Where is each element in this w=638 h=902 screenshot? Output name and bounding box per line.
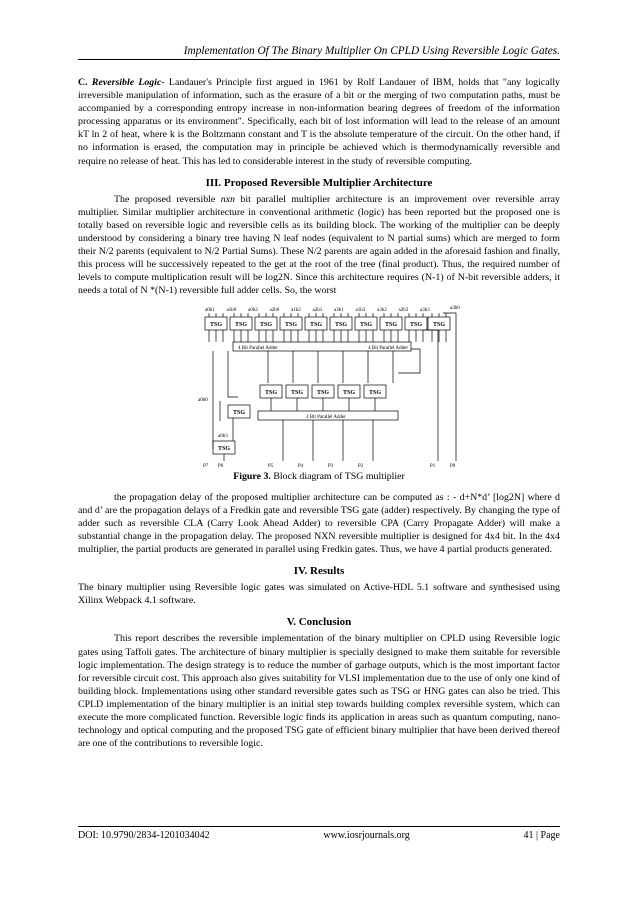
- tsg-gate-row1-4: [280, 317, 302, 330]
- section-3-paragraph-2: the propagation delay of the proposed multiplier architecture can be computed as : - d+N*d’ [log2N] where d and d’ are the propagation delays of a Fredkin gate and reversible TSG gate (adder) respectively. By changing the type of adder such as reversible CLA (Carry Look Ahead Adder) to reversible CPA (Carry Propagate Adder) will make a substantial change in the propagation delay. The proposed NXN reversible multiplier is designed for 4x4 bit. In the 4x4 multiplier, the partial products are generated in parallel using Fredkin gates. Thus, we have 4 partial products generated.: [78, 491, 560, 555]
- output-label-P0: P0: [450, 463, 456, 468]
- output-label-P4: P4: [298, 463, 304, 468]
- section-3-text-b: bit parallel multiplier architecture is an improvement over reversible array multiplier. Similar multiplier architecture in conventional arithmetic (logic) has been reported but the proposed one is totally based on reversible logic and reversible cells as its building block. The working of the multiplier can be deeply understood by considering a binary tree having N leaf nodes (equivalent to N partial sums) which are merged to form their N/2 parents (equivalent to N/2 Partial Sums). These N/2 parents are again added in the aforesaid fashion and finally, this process will be successively repeated to the get at the root of the tree (final product). Thus, the required number of levels to compute multiplication result will be log2N. Since this architecture requires (N-1) of N-bit reversible adders, it needs a total of N *(N-1) reversible full adder cells. So, the worst: [78, 193, 560, 297]
- adder-label-2: 4 Bit Parallel Adder: [368, 345, 408, 351]
- svg-text:TSG: TSG: [284, 321, 298, 328]
- side-label-a0b0: a0b0: [198, 397, 208, 403]
- section-3-heading: III. Proposed Reversible Multiplier Architecture: [205, 176, 433, 189]
- input-label-a2b1: a2b1: [312, 307, 323, 313]
- side-label-a3b0: a3b0: [450, 305, 460, 311]
- svg-text:TSG: TSG: [290, 389, 304, 396]
- input-label-a0b1: a0b1: [205, 307, 215, 313]
- input-label-a3b3: a3b3: [420, 307, 430, 313]
- output-label-P6: P6: [218, 463, 224, 468]
- adder-label-1: 4 Bit Parallel Adder: [238, 345, 278, 351]
- running-header: Implementation Of The Binary Multiplier On CPLD Using Reversible Logic Gates.: [78, 45, 560, 60]
- tsg-gate-row2-5: [364, 385, 386, 398]
- output-label-P1: P1: [430, 463, 436, 468]
- page-footer: [78, 826, 560, 841]
- svg-text:TSG: TSG: [217, 445, 231, 452]
- section-4-paragraph: The binary multiplier using Reversible logic gates was simulated on Active-HDL 5.1 software and synthesised using Xilinx Webpack 4.1 software.: [78, 582, 560, 607]
- svg-text:TSG: TSG: [409, 321, 423, 328]
- input-label-a1b2: a1b2: [291, 307, 301, 313]
- input-label-a2b3: a2b3: [398, 307, 409, 313]
- output-label-P3: P3: [328, 463, 334, 468]
- tsg-gate-row1-5: [305, 317, 327, 330]
- input-label-a1b0: a1b0: [226, 307, 237, 313]
- tsg-gate-row2-1: [260, 385, 282, 398]
- figure-3-caption-text: Block diagram of TSG multiplier: [270, 470, 405, 482]
- footer-page: 41 | Page: [523, 830, 560, 841]
- section-3-text-a: The proposed reversible: [114, 193, 221, 205]
- svg-text:TSG: TSG: [259, 321, 273, 328]
- tsg-gate-row2-3: [312, 385, 334, 398]
- section-c-paragraph: [78, 76, 560, 168]
- svg-text:TSG: TSG: [209, 321, 223, 328]
- tsg-gate-row1-8: [380, 317, 402, 330]
- figure-3-caption-label: Figure 3.: [233, 470, 271, 482]
- input-label-a1b3: a1b3: [355, 307, 366, 313]
- svg-text:TSG: TSG: [432, 321, 446, 328]
- section-3-nxn: nxn: [220, 193, 235, 205]
- tsg-gate-row1-3: [255, 317, 277, 330]
- section-3-paragraph-1: [78, 193, 560, 298]
- footer-url: www.iosrjournals.org: [323, 830, 410, 841]
- svg-text:TSG: TSG: [232, 409, 246, 416]
- svg-text:TSG: TSG: [384, 321, 398, 328]
- svg-text:TSG: TSG: [234, 321, 248, 328]
- output-label-P2: P2: [358, 463, 364, 468]
- figure-3-diagram: [198, 301, 468, 468]
- svg-text:TSG: TSG: [359, 321, 373, 328]
- side-label-a0b3: a0b3: [218, 433, 228, 439]
- section-c-title: Reversible Logic-: [91, 77, 165, 88]
- tsg-gate-left-1: [228, 405, 250, 418]
- tsg-gate-row1-1: [205, 317, 227, 330]
- footer-doi: DOI: 10.9790/2834-1201034042: [78, 830, 210, 841]
- input-label-a2b0: a2b0: [269, 307, 280, 313]
- tsg-gate-row1-9: [405, 317, 427, 330]
- tsg-gate-row1-7: [355, 317, 377, 330]
- figure-3-caption: [78, 470, 560, 483]
- tsg-gate-row1-10: [428, 317, 450, 330]
- output-label-P7: P7: [203, 463, 209, 468]
- tsg-gate-row1-2: [230, 317, 252, 330]
- tsg-gate-row1-6: [330, 317, 352, 330]
- output-label-P5: P5: [268, 463, 274, 468]
- page-body: [78, 76, 560, 750]
- tsg-gate-row2-4: [338, 385, 360, 398]
- section-c-label: C.: [78, 77, 88, 88]
- input-label-a3b2: a3b2: [377, 307, 387, 313]
- svg-text:TSG: TSG: [316, 389, 330, 396]
- section-4-heading: IV. Results: [293, 565, 345, 578]
- input-label-a0b2: a0b2: [248, 307, 258, 313]
- svg-text:TSG: TSG: [334, 321, 348, 328]
- svg-text:TSG: TSG: [309, 321, 323, 328]
- input-label-a3b1: a3b1: [334, 307, 344, 313]
- svg-text:TSG: TSG: [368, 389, 382, 396]
- tsg-gate-row2-2: [286, 385, 308, 398]
- svg-text:TSG: TSG: [264, 389, 278, 396]
- section-5-paragraph: This report describes the reversible implementation of the binary multiplier on CPLD using Reversible logic gates using Taffoli gates. The architecture of binary multiplier is specially designed to make them suitable for reversible logic implementation. The design strategy is to reduce the number of garbage outputs, which is the most important factor for reversible circuit cost. This approach also gives suitability for VLSI implementation due to the use of only one kind of building block. Implementations using other standard reversible gates such as TSG or HNG gates can also be tried. This CPLD implementation of the binary multiplier is an initial step towards building complex reversible system, which can execute the more complicated function. Reversible logic finds its application in areas such as quantum computing, nano-technology and optical computing and the proposed TSG gate of efficient binary multiplier that have been derived thereof are one of the contributions to reversible logic.: [78, 633, 560, 750]
- svg-text:TSG: TSG: [342, 389, 356, 396]
- section-5-heading: V. Conclusion: [286, 616, 352, 629]
- tsg-gate-left-2: [213, 441, 235, 454]
- section-c-text: Landauer's Principle first argued in 1961 by Rolf Landauer of IBM, holds that "any logically irreversible manipulation of information, such as the erasure of a bit or the merging of two computation paths, must be accompanied by a corresponding entropy increase in non-information bearing degrees of freedom of the information processing apparatus or its environment". Specifically, each bit of lost information will lead to the release of an amount kT ln 2 of heat, where k is the Boltzmann constant and T is the absolute temperature of the circuit. On the other hand, if no information is erased, the computation may in principle be achieved which is thermodynamically reversible and require no release of heat. This has led to considerable interest in the study of reversible computing.: [78, 77, 560, 167]
- adder-label-3: 4 Bit Parallel Adder: [306, 414, 346, 420]
